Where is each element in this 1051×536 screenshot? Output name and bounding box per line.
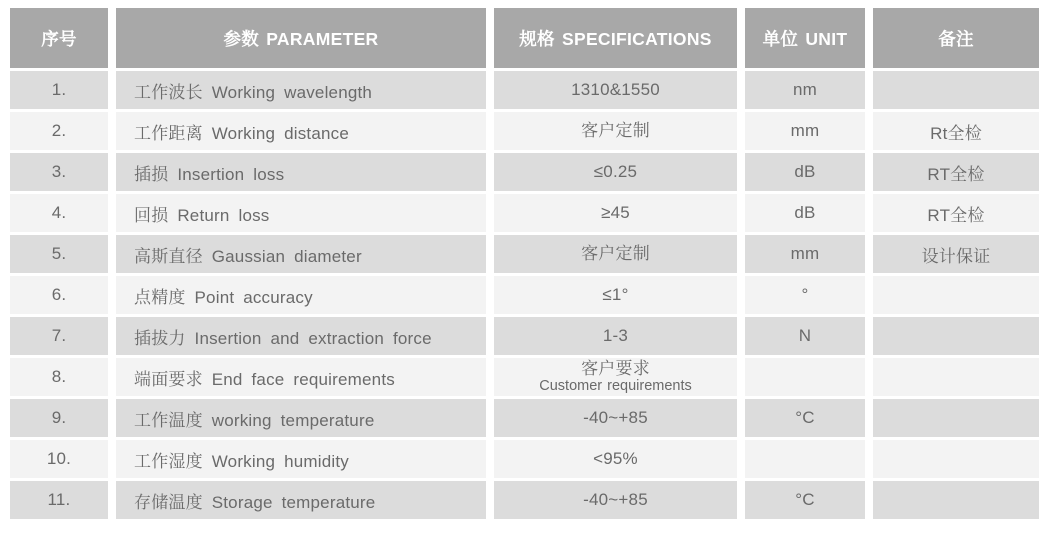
cell-specification [494,358,737,396]
cell-remark [873,317,1039,355]
cell-specification [494,276,737,314]
header-row [10,8,1039,68]
cell-unit: N [745,317,865,355]
cell-specification [494,71,737,109]
cell-unit: mm [745,112,865,150]
cell-remark [873,481,1039,519]
spec-text: 客户要求 [581,359,650,379]
cell-parameter: 插损 Insertion loss [116,153,486,191]
cell-no: 1. [10,71,108,109]
cell-parameter: 工作湿度 Working humidity [116,440,486,478]
cell-no: 3. [10,153,108,191]
table-row [10,481,1039,519]
cell-remark: Rt全检 [873,112,1039,150]
col-header-parameter: 参数 PARAMETER [116,8,486,68]
col-header-no: 序号 [10,8,108,68]
cell-parameter: 存储温度 Storage temperature [116,481,486,519]
table-row [10,153,1039,191]
spec-text: 客户定制 [581,243,650,263]
cell-remark [873,71,1039,109]
col-header-specifications: 规格 SPECIFICATIONS [494,8,737,68]
table-row [10,440,1039,478]
cell-specification [494,317,737,355]
cell-parameter: 工作距离 Working distance [116,112,486,150]
cell-specification [494,440,737,478]
cell-remark: 设计保证 [873,235,1039,273]
cell-specification [494,112,737,150]
cell-no: 8. [10,358,108,396]
cell-parameter: 工作温度 working temperature [116,399,486,437]
spec-text: 1-3 [602,325,629,345]
table-row [10,317,1039,355]
cell-parameter: 回损 Return loss [116,194,486,232]
col-header-remarks: 备注 [873,8,1039,68]
cell-unit: ° [745,276,865,314]
cell-remark: RT全检 [873,153,1039,191]
spec-subtext: Customer requirements [539,377,692,394]
cell-parameter: 工作波长 Working wavelength [116,71,486,109]
cell-unit: dB [745,153,865,191]
cell-parameter: 点精度 Point accuracy [116,276,486,314]
cell-unit: °C [745,399,865,437]
table-row [10,276,1039,314]
cell-no: 5. [10,235,108,273]
specifications-table [2,5,1047,522]
cell-no: 6. [10,276,108,314]
cell-specification [494,153,737,191]
spec-text: -40~+85 [583,489,648,509]
cell-specification [494,235,737,273]
table-row [10,399,1039,437]
cell-parameter: 端面要求 End face requirements [116,358,486,396]
cell-no: 9. [10,399,108,437]
cell-no: 2. [10,112,108,150]
spec-text: -40~+85 [583,407,648,427]
spec-text: 客户定制 [581,120,650,140]
cell-no: 11. [10,481,108,519]
table-row [10,71,1039,109]
cell-remark: RT全检 [873,194,1039,232]
cell-unit [745,440,865,478]
cell-no: 7. [10,317,108,355]
cell-unit: nm [745,71,865,109]
cell-parameter: 插拔力 Insertion and extraction force [116,317,486,355]
cell-parameter: 高斯直径 Gaussian diameter [116,235,486,273]
cell-unit: dB [745,194,865,232]
cell-unit: °C [745,481,865,519]
cell-no: 10. [10,440,108,478]
spec-text: ≤0.25 [593,161,638,181]
table-row [10,235,1039,273]
spec-text: ≤1° [602,284,629,304]
table-row [10,112,1039,150]
col-header-unit: 单位 UNIT [745,8,865,68]
cell-remark [873,276,1039,314]
spec-text: 1310&1550 [571,79,660,99]
cell-unit [745,358,865,396]
table-row [10,358,1039,396]
cell-specification [494,481,737,519]
cell-remark [873,440,1039,478]
table-row [10,194,1039,232]
cell-remark [873,358,1039,396]
spec-text: ≥45 [601,202,630,222]
cell-unit: mm [745,235,865,273]
cell-remark [873,399,1039,437]
cell-no: 4. [10,194,108,232]
cell-specification [494,399,737,437]
spec-text: <95% [593,448,638,468]
cell-specification [494,194,737,232]
